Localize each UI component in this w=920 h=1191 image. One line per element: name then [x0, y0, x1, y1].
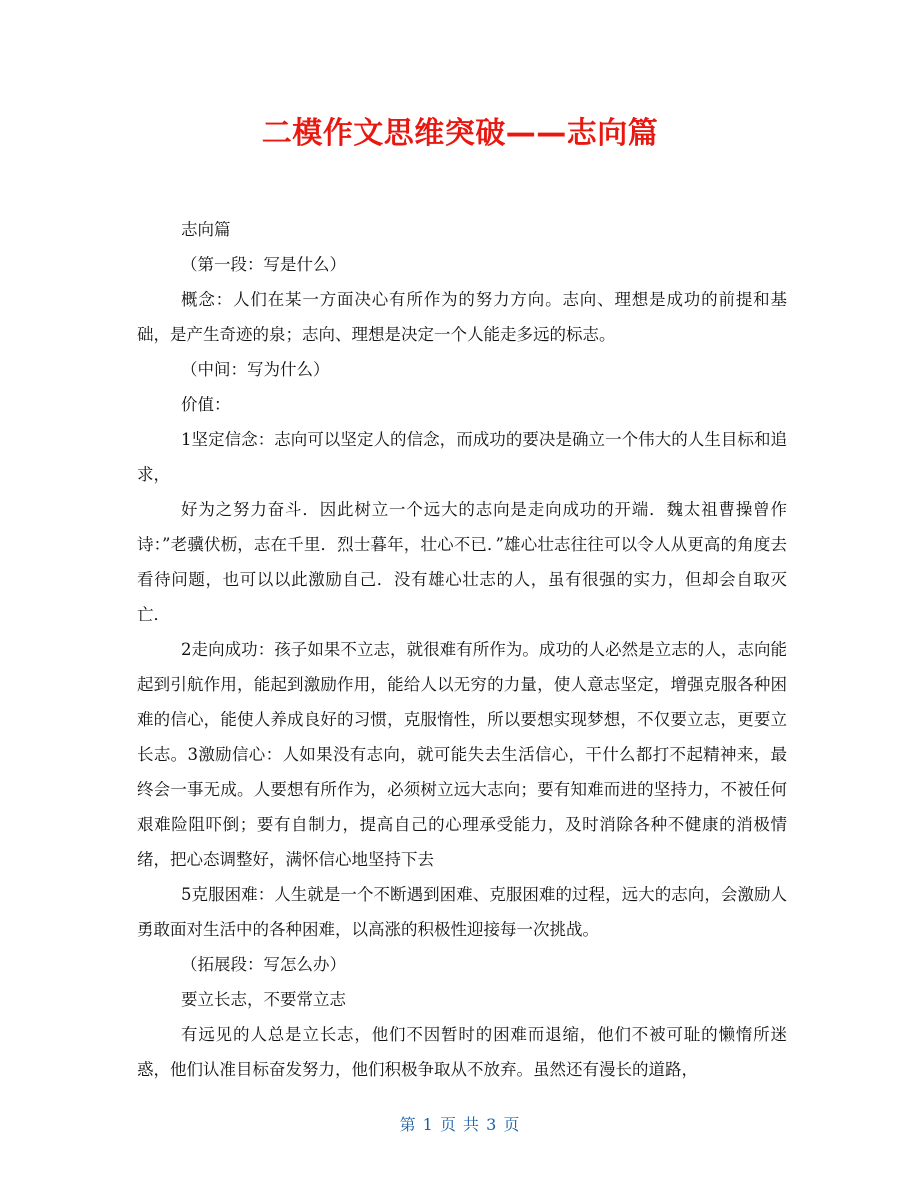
document-body [137, 212, 787, 1087]
paragraph: 概念：人们在某一方面决心有所作为的努力方向。志向、理想是成功的前提和基础，是产生奇迹的泉；志向、理想是决定一个人能走多远的标志。 [137, 290, 787, 344]
page-footer [0, 1112, 920, 1135]
paragraph: 1坚定信念：志向可以坚定人的信念，而成功的要决是确立一个伟大的人生目标和追求， [137, 430, 787, 484]
paragraph: 5克服困难：人生就是一个不断遇到困难、克服困难的过程，远大的志向，会激励人勇敢面对生活中的各种困难，以高涨的积极性迎接每一次挑战。 [137, 885, 787, 939]
paragraph: （中间：写为什么） [181, 360, 330, 379]
paragraph: 好为之努力奋斗．因此树立一个远大的志向是走向成功的开端．魏太祖曹操曾作诗：”老骥伏枥，志在千里．烈士暮年，壮心不已．”雄心壮志往往可以令人从更高的角度去看待问题，也可以以此激励自己．没有雄心壮志的人，虽有很强的实力，但却会自取灭亡． [137, 500, 787, 624]
paragraph: （第一段：写是什么） [181, 255, 346, 274]
document-title: 二模作文思维突破——志向篇 [261, 116, 659, 151]
paragraph: 有远见的人总是立长志，他们不因暂时的困难而退缩，他们不被可耻的懒惰所迷惑，他们认准目标奋发努力，他们积极争取从不放弃。虽然还有漫长的道路， [137, 1025, 787, 1079]
paragraph: 价值： [181, 395, 231, 414]
paragraph: 志向篇 [181, 220, 231, 239]
paragraph: 2走向成功：孩子如果不立志，就很难有所作为。成功的人必然是立志的人，志向能起到引航作用，能起到激励作用，能给人以无穷的力量，使人意志坚定，增强克服各种困难的信心，能使人养成良好的习惯，克服惰性，所以要想实现梦想，不仅要立志，更要立长志。3激励信心：人如果没有志向，就可能失去生活信心，干什么都打不起精神来，最终会一事无成。人要想有所作为，必须树立远大志向；要有知难而进的坚持力，不被任何艰难险阻吓倒；要有自制力，提高自己的心理承受能力，及时消除各种不健康的消极情绪，把心态调整好，满怀信心地坚持下去 [137, 640, 787, 869]
page-number: 第 1 页 共 3 页 [399, 1115, 521, 1134]
paragraph: 要立长志，不要常立志 [181, 990, 346, 1009]
paragraph: （拓展段：写怎么办） [181, 955, 346, 974]
